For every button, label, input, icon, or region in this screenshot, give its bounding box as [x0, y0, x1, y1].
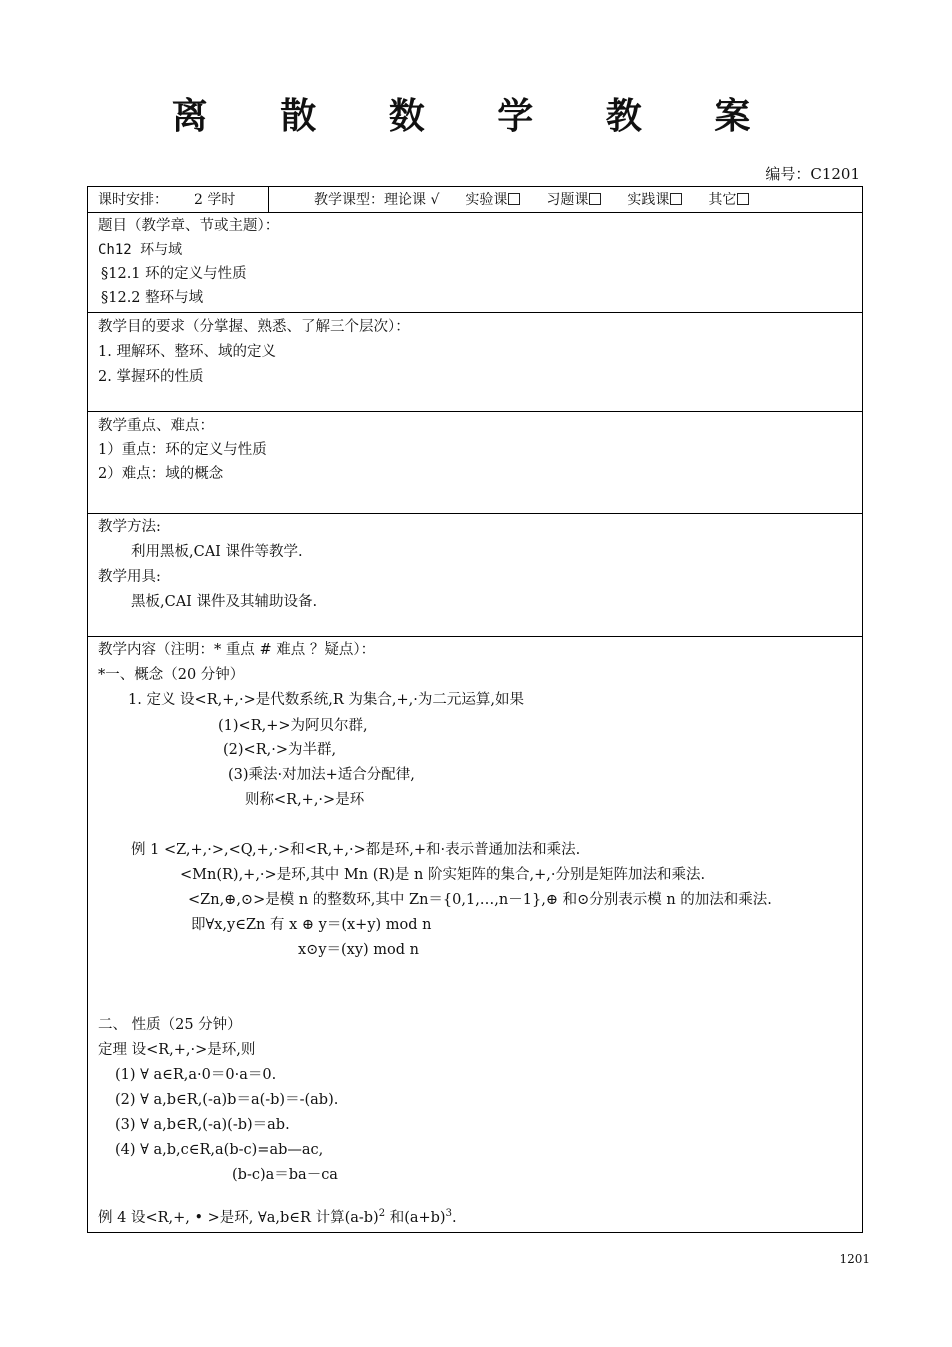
- checkbox-lab: [508, 193, 520, 205]
- objective-item-2: 2. 掌握环的性质: [98, 369, 204, 385]
- example-4-text-mid: 和(a+b): [385, 1210, 446, 1226]
- methods-section: [88, 514, 862, 637]
- section-1-title: *一、概念（20 分钟）: [98, 667, 245, 683]
- type-practice: 实践课: [627, 192, 670, 208]
- definition-condition-3: (3)乘法·对加法+适合分配律,: [228, 767, 415, 783]
- lesson-type-cell: [269, 187, 862, 213]
- type-other: 其它: [708, 192, 737, 208]
- topic-heading: 题目（教学章、节或主题）：: [98, 218, 280, 234]
- theorem-line: 定理 设<R,+,·>是环,则: [98, 1042, 256, 1058]
- type-exercise: 习题课: [546, 192, 589, 208]
- content-section: [88, 637, 862, 1232]
- page-number: 1201: [839, 1252, 870, 1266]
- exponent-3: 3: [445, 1208, 452, 1219]
- exponent-2: 2: [378, 1208, 386, 1219]
- checkbox-practice: [670, 193, 682, 205]
- definition-conclusion: 则称<R,+,·>是环: [245, 792, 365, 808]
- property-4-continued: (b-c)a＝ba－ca: [232, 1167, 338, 1183]
- method-heading: 教学方法:: [98, 519, 161, 535]
- lesson-type-label: 教学课型：: [314, 192, 384, 208]
- example-1-line-5: x⊙y＝(xy) mod n: [298, 942, 420, 958]
- property-2: (2) ∀ a,b∈R,(-a)b＝a(-b)＝-(ab).: [115, 1092, 339, 1108]
- header-row: [88, 187, 862, 213]
- example-1-line-1: 例 1 <Z,+,·>,<Q,+,·>和<R,+,·>都是环,+和·表示普通加法和乘法.: [131, 842, 581, 858]
- tools-text: 黑板,CAI 课件及其辅助设备.: [131, 594, 318, 610]
- schedule-cell: [88, 187, 269, 213]
- keypoint-difficulty: 2）难点：域的概念: [98, 466, 224, 482]
- example-1-line-4: 即∀x,y∈Zn 有 x ⊕ y＝(x+y) mod n: [191, 917, 432, 933]
- tools-heading: 教学用具:: [98, 569, 161, 585]
- example-4-text: 例 4 设<R,+, • >是环, ∀a,b∈R 计算(a-b): [98, 1210, 379, 1226]
- objectives-heading: 教学目的要求（分掌握、熟悉、了解三个层次）：: [98, 319, 410, 335]
- lesson-plan-table: [87, 186, 863, 1233]
- definition-condition-1: (1)<R,+>为阿贝尔群,: [218, 718, 368, 734]
- keypoint-focus: 1）重点：环的定义与性质: [98, 442, 267, 458]
- document-number: 编号：C1201: [765, 165, 860, 183]
- method-text: 利用黑板,CAI 课件等教学.: [131, 544, 303, 560]
- topic-section-2: §12.2 整环与域: [101, 290, 204, 306]
- topic-chapter: Ch12 环与域: [98, 242, 183, 258]
- keypoints-heading: 教学重点、难点：: [98, 418, 214, 434]
- section-2-title: 二、 性质（25 分钟）: [98, 1017, 242, 1033]
- property-4: (4) ∀ a,b,c∈R,a(b-c)=ab—ac,: [115, 1142, 324, 1158]
- topic-section: [88, 213, 862, 313]
- example-4-text-end: .: [451, 1210, 457, 1226]
- objectives-section: [88, 313, 862, 412]
- type-theory: 理论课 √: [384, 192, 440, 208]
- schedule-value: 2 学时: [194, 192, 236, 208]
- example-1-line-3: <Zn,⊕,⊙>是模 n 的整数环,其中 Zn＝{0,1,…,n－1},⊕ 和⊙分别表示模 n 的加法和乘法.: [188, 892, 772, 908]
- checkbox-other: [737, 193, 749, 205]
- topic-section-1: §12.1 环的定义与性质: [101, 266, 247, 282]
- example-1-line-2: <Mn(R),+,·>是环,其中 Mn (R)是 n 阶实矩阵的集合,+,·分别是矩阵加法和乘法.: [180, 867, 706, 883]
- keypoints-section: [88, 412, 862, 514]
- property-1: (1) ∀ a∈R,a·0＝0·a＝0.: [115, 1067, 277, 1083]
- objective-item-1: 1. 理解环、整环、域的定义: [98, 344, 276, 360]
- example-4-line: [98, 1204, 457, 1228]
- type-lab: 实验课: [465, 192, 508, 208]
- definition-line: 1. 定义 设<R,+,·>是代数系统,R 为集合,+,·为二元运算,如果: [128, 692, 524, 708]
- checkbox-exercise: [589, 193, 601, 205]
- document-title: 离 散 数 学 教 案: [171, 95, 781, 137]
- schedule-label: 课时安排：: [98, 192, 168, 208]
- definition-condition-2: (2)<R,·>为半群,: [223, 742, 337, 758]
- content-heading: 教学内容（注明：* 重点 # 难点 ？疑点）：: [98, 642, 376, 658]
- property-3: (3) ∀ a,b∈R,(-a)(-b)＝ab.: [115, 1117, 290, 1133]
